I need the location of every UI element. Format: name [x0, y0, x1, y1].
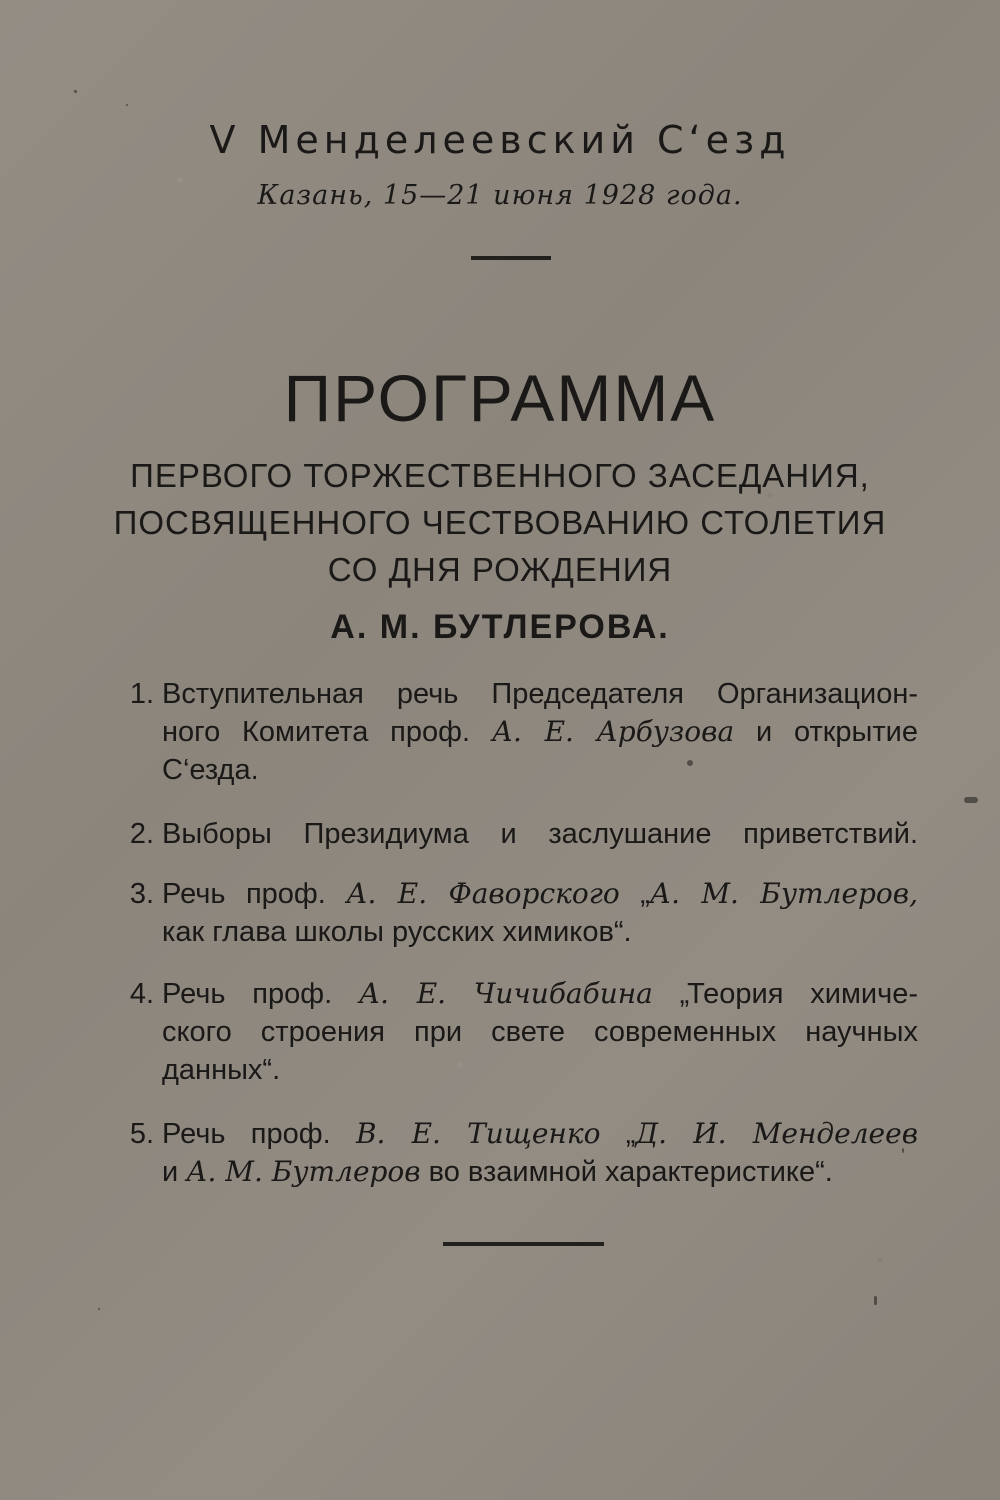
paper-speck — [74, 90, 77, 93]
item-3-professor-name: А. Е. Фаворского — [346, 877, 620, 910]
item-3-line-2: как глава школы русских химиков“. — [162, 916, 632, 948]
congress-date: Казань, 15—21 июня 1928 года. — [257, 180, 743, 211]
item-1-line-2-prefix: ного Комитета проф. — [162, 716, 492, 748]
program-item-number: 1. — [129, 678, 154, 710]
item-3-line-1 — [162, 875, 918, 913]
item-1-professor-name: А. Е. Арбузова — [491, 715, 735, 748]
item-5-line-2-suffix: во взаимной характеристике“. — [420, 1156, 833, 1188]
item-2-line-1: Выборы Президиума и заслушание приветствий. — [162, 818, 918, 850]
item-5-line-2 — [162, 1153, 918, 1191]
item-1-line-1: Вступительная речь Председателя Организацион- — [162, 678, 918, 710]
paper-speck — [98, 1308, 100, 1310]
session-description — [0, 452, 1000, 593]
program-item-number: 2. — [129, 818, 154, 850]
program-item-number: 4. — [129, 978, 154, 1010]
item-5-line-1 — [162, 1115, 918, 1153]
item-3-talk-title-start: А. М. Бутлеров, — [649, 877, 918, 910]
item-5-talk-title-start: Д. И. Менделеев — [635, 1117, 918, 1150]
honoree-name: А. М. БУТЛЕРОВА. — [330, 608, 670, 646]
congress-title: V Менделеевский С‘езд — [209, 118, 791, 162]
program-heading: ПРОГРАММА — [283, 361, 717, 435]
item-3-line-1-prefix: Речь проф. — [162, 878, 347, 910]
program-item-number: 3. — [129, 878, 154, 910]
item-4-line-3: данных“. — [162, 1054, 281, 1086]
item-3-open-quote: „ — [619, 878, 650, 910]
program-item-text — [162, 875, 918, 951]
item-1-line-3: С‘езда. — [162, 754, 259, 786]
paper-speck — [964, 797, 978, 803]
session-line-2: ПОСВЯЩЕННОГО ЧЕСТВОВАНИЮ СТОЛЕТИЯ — [113, 504, 887, 541]
paper-speck — [126, 104, 128, 106]
paper-speck — [874, 1296, 877, 1305]
item-5-professor-name: В. Е. Тищенко — [355, 1117, 601, 1150]
item-5-talk-title-name: А. М. Бутлеров — [186, 1155, 421, 1188]
program-item-text — [162, 1115, 918, 1191]
item-4-professor-name: А. Е. Чичибабина — [358, 977, 653, 1010]
item-1-line-2-suffix: и открытие — [734, 716, 918, 748]
item-5-line-1-prefix: Речь проф. — [162, 1118, 356, 1150]
item-4-line-1 — [162, 975, 918, 1013]
item-5-line-2-prefix: и — [162, 1156, 187, 1188]
item-4-line-2: ского строения при свете современных научных — [162, 1016, 918, 1048]
top-divider — [471, 256, 551, 260]
program-item-text — [162, 975, 918, 1089]
bottom-divider — [443, 1242, 604, 1246]
item-4-line-1-suffix: „Теория химиче- — [652, 978, 918, 1010]
program-item-text — [162, 675, 918, 789]
program-item-text — [162, 815, 918, 853]
item-5-open-quote: „ — [600, 1118, 636, 1150]
item-4-line-1-prefix: Речь проф. — [162, 978, 359, 1010]
session-line-1: ПЕРВОГО ТОРЖЕСТВЕННОГО ЗАСЕДАНИЯ, — [130, 457, 870, 494]
program-item-number: 5. — [129, 1118, 154, 1150]
item-1-line-2 — [162, 713, 918, 751]
session-line-3: СО ДНЯ РОЖДЕНИЯ — [327, 551, 673, 588]
